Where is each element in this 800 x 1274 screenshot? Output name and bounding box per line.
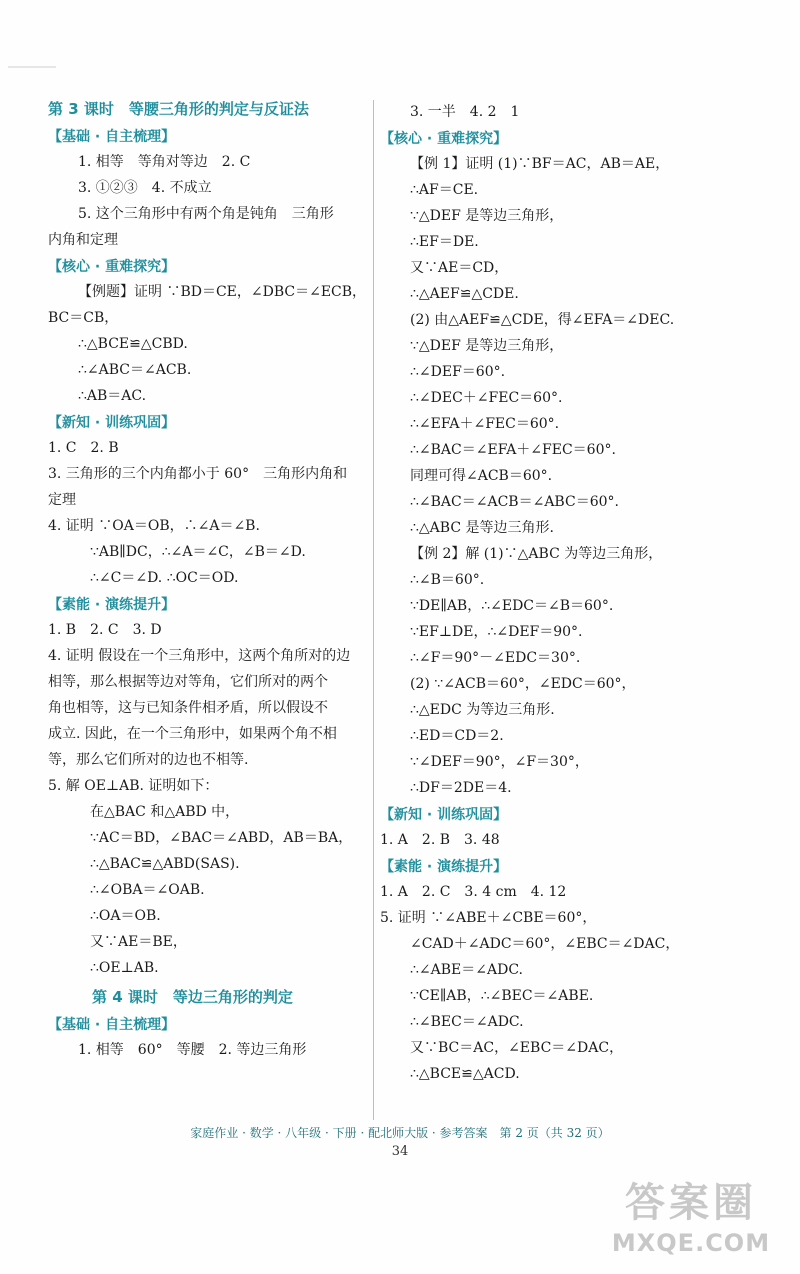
answer-line: ∵EF⊥DE，∴∠DEF＝90°. xyxy=(410,624,583,640)
answer-line: ∵CE∥AB，∴∠BEC＝∠ABE. xyxy=(410,988,594,1004)
answer-line: (2) ∵∠ACB＝60°，∠EDC＝60°， xyxy=(410,676,636,692)
left-column xyxy=(48,96,370,1066)
answer-line: 3. ①②③ 4. 不成立 xyxy=(78,180,212,196)
answer-line: ∴∠ABC＝∠ACB. xyxy=(78,362,192,378)
section-header: 【新知 · 训练巩固】 xyxy=(380,807,508,823)
answer-line: ∴AF＝CE. xyxy=(410,182,479,198)
answer-line: ∴∠BAC＝∠EFA＋∠FEC＝60°. xyxy=(410,442,616,458)
answer-line: ∴∠C＝∠D. ∴OC＝OD. xyxy=(90,570,239,586)
answer-line: ∴∠F＝90°－∠EDC＝30°. xyxy=(410,650,581,666)
answer-line: 相等，那么根据等边对等角，它们所对的两个 xyxy=(48,674,328,690)
answer-line: ∴∠DEF＝60°. xyxy=(410,364,506,380)
section-header: 【素能 · 演练提升】 xyxy=(48,597,176,613)
answer-line: 【例 1】证明 (1)∵BF＝AC，AB＝AE， xyxy=(410,156,670,172)
answer-line: BC＝CB， xyxy=(48,310,119,326)
watermark-logo xyxy=(596,1178,786,1268)
answer-line: 1. A 2. B 3. 48 xyxy=(380,832,500,848)
answer-line: 又∵AE＝BE， xyxy=(90,934,187,950)
answer-line: ∴AB＝AC. xyxy=(78,388,147,404)
answer-line: 4. 证明 ∵OA＝OB，∴∠A＝∠B. xyxy=(48,518,260,534)
answer-line: 定理 xyxy=(48,492,76,508)
answer-line: ∴EF＝DE. xyxy=(410,234,479,250)
answer-line: ∠CAD＋∠ADC＝60°，∠EBC＝∠DAC， xyxy=(410,936,680,952)
section-header: 【基础 · 自主梳理】 xyxy=(48,129,176,145)
scan-mark xyxy=(8,66,56,68)
answer-line: 1. C 2. B xyxy=(48,440,119,456)
answer-line: 等，那么它们所对的边也不相等. xyxy=(48,752,249,768)
answer-line: ∴∠EFA＋∠FEC＝60°. xyxy=(410,416,560,432)
watermark-url: MXQE.COM xyxy=(611,1229,771,1257)
lesson-title: 第 3 课时 等腰三角形的判定与反证法 xyxy=(48,100,309,118)
section-header: 【基础 · 自主梳理】 xyxy=(48,1017,176,1033)
answer-line: ∴△BCE≌△CBD. xyxy=(78,336,188,352)
answer-line: 4. 证明 假设在一个三角形中，这两个角所对的边 xyxy=(48,648,351,664)
answer-line: ∴∠DEC＋∠FEC＝60°. xyxy=(410,390,563,406)
section-header: 【核心 · 重难探究】 xyxy=(380,131,508,147)
answer-line: 在△BAC 和△ABD 中， xyxy=(90,804,240,820)
section-header: 【核心 · 重难探究】 xyxy=(48,259,176,275)
answer-line: 【例 2】解 (1)∵△ABC 为等边三角形， xyxy=(410,546,663,562)
watermark-logo-text: 答案圈 xyxy=(625,1180,757,1226)
answer-line: ∴△EDC 为等边三角形. xyxy=(410,702,555,718)
answer-line: ∴ED＝CD＝2. xyxy=(410,728,504,744)
answer-line: ∴△BAC≌△ABD(SAS). xyxy=(90,856,240,872)
column-divider xyxy=(373,100,374,1120)
answer-line: ∵△DEF 是等边三角形， xyxy=(410,338,564,354)
answer-line: 1. B 2. C 3. D xyxy=(48,622,162,638)
answer-line: ∵AC＝BD，∠BAC＝∠ABD，AB＝BA， xyxy=(90,830,353,846)
answer-line: ∵AB∥DC，∴∠A＝∠C，∠B＝∠D. xyxy=(90,544,306,560)
answer-line: ∴∠BEC＝∠ADC. xyxy=(410,1014,524,1030)
section-header: 【新知 · 训练巩固】 xyxy=(48,415,176,431)
answer-line: 3. 三角形的三个内角都小于 60° 三角形内角和 xyxy=(48,466,348,482)
page-footer: 家庭作业 · 数学 · 八年级 · 下册 · 配北师大版 · 参考答案 第 2 页（共 32 页） xyxy=(190,1126,610,1140)
answer-line: 1. 相等 60° 等腰 2. 等边三角形 xyxy=(78,1042,307,1058)
answer-line: 5. 这个三角形中有两个角是钝角 三角形 xyxy=(78,206,334,222)
answer-line: 角也相等，这与已知条件相矛盾，所以假设不 xyxy=(48,700,328,716)
answer-line: (2) 由△AEF≌△CDE，得∠EFA＝∠DEC. xyxy=(410,312,675,328)
right-column xyxy=(380,102,760,1090)
answer-line: 内角和定理 xyxy=(48,232,118,248)
answer-line: 又∵AE＝CD， xyxy=(410,260,509,276)
answer-line: ∴OA＝OB. xyxy=(90,908,161,924)
answer-line: 成立. 因此，在一个三角形中，如果两个角不相 xyxy=(48,726,337,742)
answer-line: 5. 解 OE⊥AB. 证明如下： xyxy=(48,778,219,794)
answer-line: ∴∠BAC＝∠ACB＝∠ABC＝60°. xyxy=(410,494,619,510)
lesson-title: 第 4 课时 等边三角形的判定 xyxy=(92,988,293,1006)
answer-line: 同理可得∠ACB＝60°. xyxy=(410,468,553,484)
answer-line: ∴∠ABE＝∠ADC. xyxy=(410,962,523,978)
answer-line: 5. 证明 ∵∠ABE＋∠CBE＝60°， xyxy=(380,910,597,926)
answer-line: 1. 相等 等角对等边 2. C xyxy=(78,154,251,170)
page-number: 34 xyxy=(391,1144,409,1159)
answer-line: ∴△AEF≌△CDE. xyxy=(410,286,519,302)
answer-line: ∵△DEF 是等边三角形， xyxy=(410,208,564,224)
answer-line: 1. A 2. C 3. 4 cm 4. 12 xyxy=(380,884,567,900)
answer-line: ∴△BCE≌△ACD. xyxy=(410,1066,520,1082)
answer-line: ∴∠OBA＝∠OAB. xyxy=(90,882,205,898)
answer-line: ∴DF＝2DE＝4. xyxy=(410,780,512,796)
answer-line: 3. 一半 4. 2 1 xyxy=(410,104,520,120)
section-header: 【素能 · 演练提升】 xyxy=(380,859,508,875)
answer-line: ∴△ABC 是等边三角形. xyxy=(410,520,554,536)
answer-line: ∵∠DEF＝90°，∠F＝30°， xyxy=(410,754,589,770)
answer-line: ∴OE⊥AB. xyxy=(90,960,159,976)
answer-line: ∴∠B＝60°. xyxy=(410,572,485,588)
answer-line: 又∵BC＝AC，∠EBC＝∠DAC， xyxy=(410,1040,624,1056)
answer-line: ∵DE∥AB，∴∠EDC＝∠B＝60°. xyxy=(410,598,614,614)
answer-line: 【例题】证明 ∵BD＝CE，∠DBC＝∠ECB， xyxy=(78,284,367,300)
